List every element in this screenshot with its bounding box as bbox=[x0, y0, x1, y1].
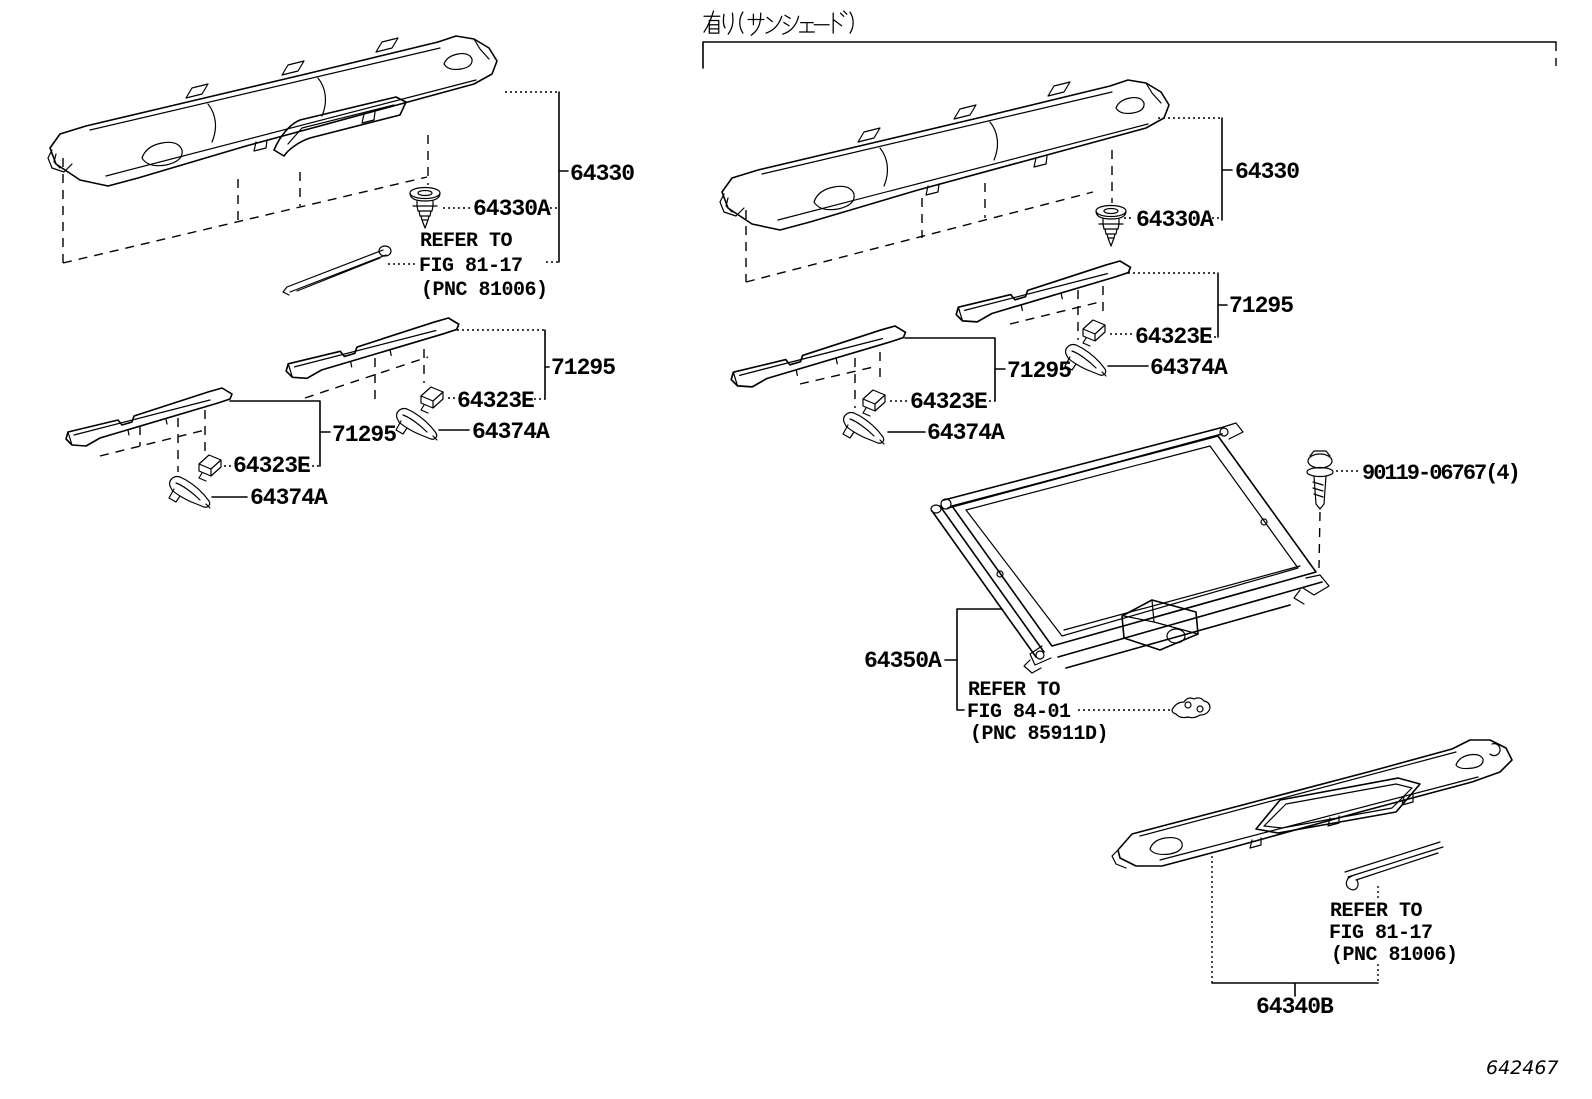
panel-64330-left-drawing bbox=[48, 36, 497, 186]
bracket-64330-right bbox=[1124, 118, 1232, 220]
part-label-71295-ur: 71295 bbox=[1229, 293, 1294, 319]
part-label-71295-lr: 71295 bbox=[1007, 358, 1072, 384]
fig-81-17-bottom: FIG 81-17 bbox=[1329, 922, 1433, 945]
part-label-71295-ul: 71295 bbox=[551, 355, 616, 381]
clip-85911d-drawing bbox=[1172, 698, 1210, 718]
tray-64340b-drawing bbox=[1112, 740, 1512, 868]
part-label-64323e-ll: 64323E bbox=[233, 453, 310, 479]
projection-dashes-left-panel bbox=[63, 135, 428, 263]
strip-81006-left-drawing bbox=[283, 246, 391, 295]
part-label-90119: 90119-06767(4) bbox=[1362, 461, 1519, 486]
projection-dashes-right-panel bbox=[746, 150, 1112, 282]
projection-dash-90119 bbox=[1319, 512, 1320, 568]
part-label-64330a-left: 64330A bbox=[473, 196, 550, 222]
refer-to-84-01: REFER TO bbox=[968, 679, 1061, 702]
part-label-64374a-ul: 64374A bbox=[472, 419, 549, 445]
part-label-64374a-ur: 64374A bbox=[1150, 355, 1227, 381]
fig-81-17-left: FIG 81-17 bbox=[419, 255, 523, 278]
clip-64323e-lr-drawing bbox=[863, 390, 885, 416]
pnc-81006-left: (PNC 81006) bbox=[421, 279, 548, 302]
clip-64330a-right-drawing bbox=[1096, 206, 1126, 247]
part-label-64330-right: 64330 bbox=[1235, 159, 1300, 185]
part-label-64374a-lr: 64374A bbox=[927, 420, 1004, 446]
bracket-64374a-lr-drawing bbox=[843, 413, 884, 444]
clip-64323e-ul-drawing bbox=[421, 387, 443, 413]
clip-64323e-ur-drawing bbox=[1083, 320, 1105, 346]
part-label-64374a-ll: 64374A bbox=[250, 485, 327, 511]
jp-variant-label: 有り(サンシェード) bbox=[704, 15, 870, 37]
refer-to-bottom: REFER TO bbox=[1330, 900, 1423, 923]
board-71295-lower-left-drawing bbox=[66, 388, 232, 446]
bracket-64374a-ll-drawing bbox=[169, 477, 210, 508]
part-label-64340b: 64340B bbox=[1256, 994, 1333, 1020]
refer-to-left: REFER TO bbox=[420, 230, 513, 253]
part-label-64350a: 64350A bbox=[864, 648, 941, 674]
part-label-64330-left: 64330 bbox=[570, 161, 635, 187]
projection-dashes-board-lr bbox=[800, 352, 880, 408]
strip-81006-right-drawing bbox=[1345, 842, 1443, 890]
part-label-64323e-lr: 64323E bbox=[910, 389, 987, 415]
bracket-64374a-ul-drawing bbox=[396, 409, 437, 440]
sunshade-64350a-drawing bbox=[931, 423, 1329, 673]
screw-90119-drawing bbox=[1307, 451, 1333, 509]
clip-64323e-ll-drawing bbox=[199, 455, 221, 481]
panel-64330-right-drawing bbox=[720, 80, 1169, 230]
board-71295-upper-right-drawing bbox=[956, 261, 1130, 322]
variant-bracket bbox=[703, 42, 1556, 68]
pnc-85911d: (PNC 85911D) bbox=[970, 723, 1109, 746]
center-garnish bbox=[274, 97, 406, 156]
clip-64330a-left-drawing bbox=[410, 188, 440, 229]
part-label-64323e-ur: 64323E bbox=[1135, 324, 1212, 350]
part-label-64323e-ul: 64323E bbox=[457, 388, 534, 414]
bracket-64374a-ur-drawing bbox=[1065, 345, 1106, 376]
fig-84-01: FIG 84-01 bbox=[967, 701, 1071, 724]
board-71295-upper-left-drawing bbox=[286, 318, 459, 378]
pnc-81006-bottom: (PNC 81006) bbox=[1331, 944, 1458, 967]
figure-code: 642467 bbox=[1486, 1057, 1559, 1079]
part-label-71295-ll: 71295 bbox=[332, 422, 397, 448]
projection-dashes-board-ll bbox=[100, 410, 205, 472]
part-label-64330a-right: 64330A bbox=[1136, 207, 1213, 233]
